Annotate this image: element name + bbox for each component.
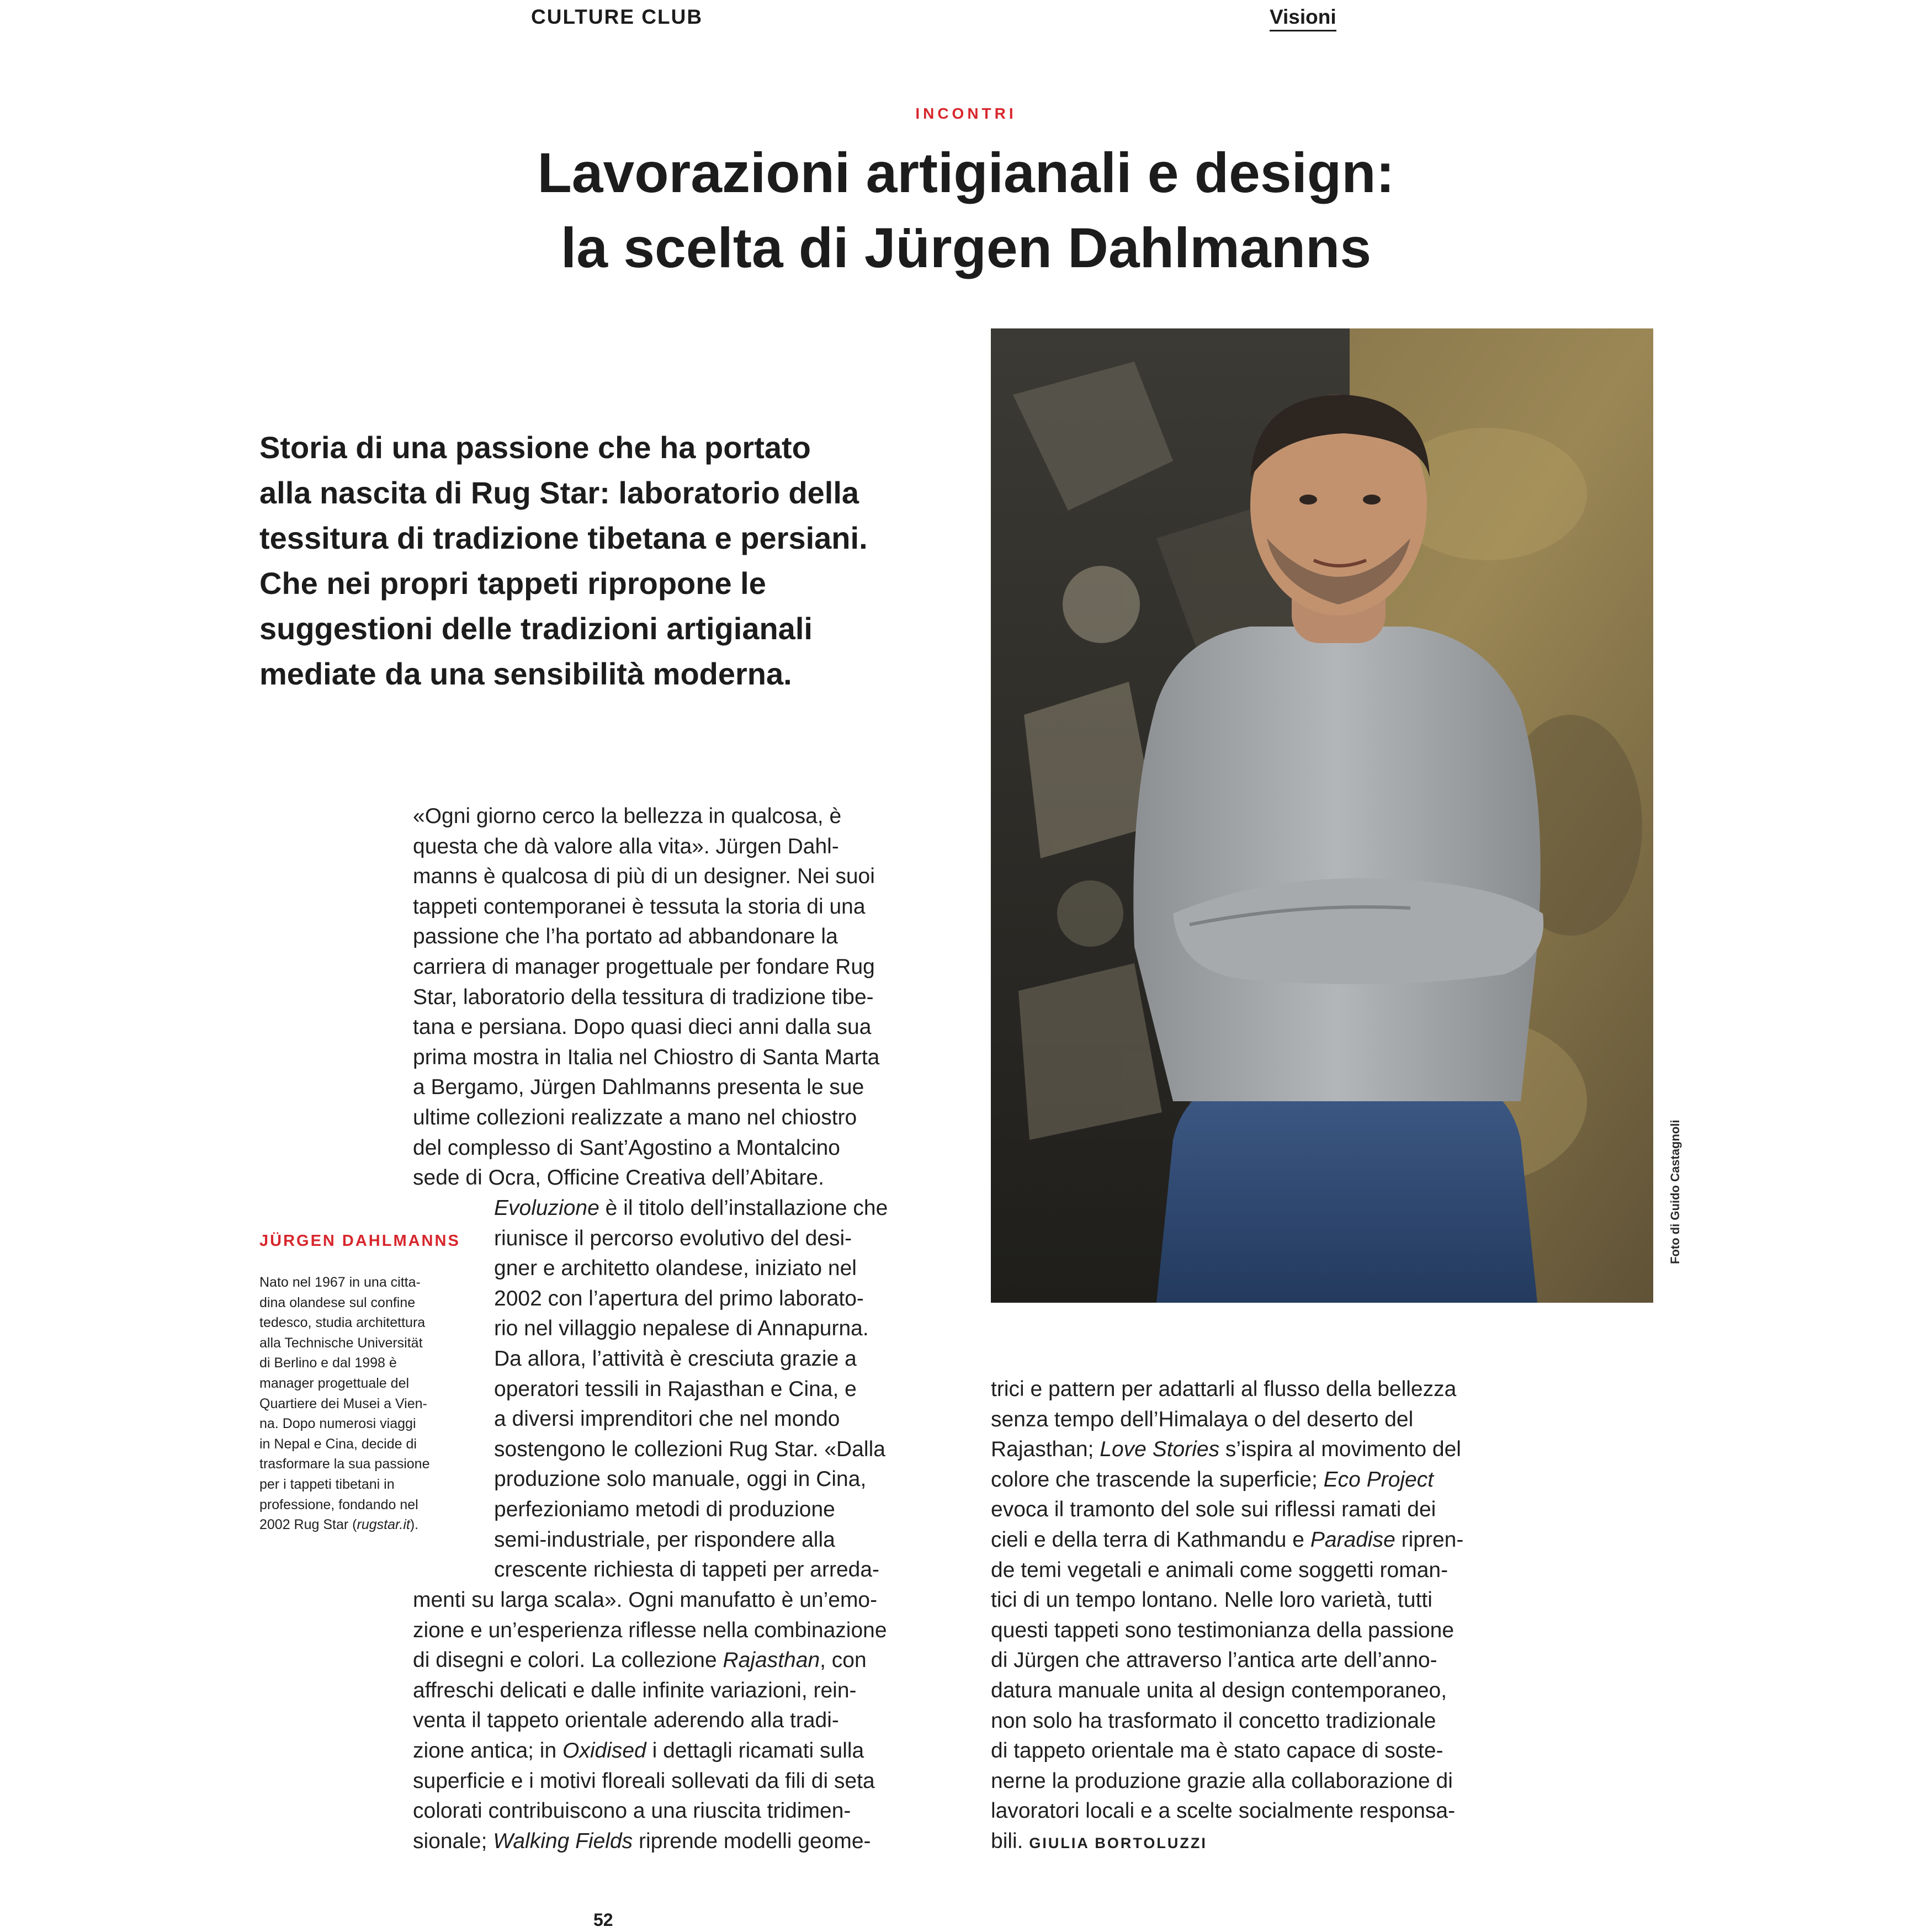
sidebar-name: JÜRGEN DAHLMANNS xyxy=(259,1232,460,1250)
body-line: di disegni e colori. La collezione Rajasthan, con xyxy=(413,1648,867,1673)
body-line: del complesso di Sant’Agostino a Montalcino xyxy=(413,1135,840,1160)
bio-line: tedesco, studia architettura xyxy=(259,1315,426,1331)
body-line: a diversi imprenditori che nel mondo xyxy=(494,1407,840,1431)
collection-name: Oxidised xyxy=(562,1738,646,1763)
body-line: riunisce il percorso evolutivo del desi- xyxy=(494,1226,852,1250)
title-line: Lavorazioni artigianali e design: xyxy=(537,141,1395,204)
sidebar-bio xyxy=(259,1272,429,1535)
bio-line: 2002 Rug Star (rugstar.it). xyxy=(259,1517,419,1533)
body-line: operatori tessili in Rajasthan e Cina, e xyxy=(494,1377,857,1401)
body-line: tici di un tempo lontano. Nelle loro varietà, tutti xyxy=(991,1588,1432,1612)
bio-line: professione, fondando nel xyxy=(259,1496,418,1512)
body-line: tana e persiana. Dopo quasi dieci anni dalla sua xyxy=(413,1015,872,1039)
portrait-photo xyxy=(991,328,1653,1303)
photo-credit xyxy=(1667,1119,1684,1452)
body-line: venta il tappeto orientale aderendo alla tradi- xyxy=(413,1708,839,1733)
website-link[interactable]: rugstar.it xyxy=(357,1517,410,1533)
body-text-col2 xyxy=(991,1374,1463,1859)
body-line: questi tappeti sono testimonianza della passione xyxy=(991,1618,1455,1642)
body-line: sionale; Walking Fields riprende modelli geome- xyxy=(413,1829,871,1853)
body-line: prima mostra in Italia nel Chiostro di Santa Marta xyxy=(413,1045,880,1069)
body-line: manns è qualcosa di più di un designer. Nei suoi xyxy=(413,864,875,889)
bio-line: na. Dopo numerosi viaggi xyxy=(259,1416,416,1432)
collection-name: Rajasthan xyxy=(723,1648,820,1673)
body-line: affreschi delicati e dalle infinite variazioni, rein- xyxy=(413,1678,857,1702)
body-line: perfezioniamo metodi di produzione xyxy=(494,1497,835,1521)
bio-line: Nato nel 1967 in una citta- xyxy=(259,1275,421,1290)
category-link[interactable]: Visioni xyxy=(1270,6,1336,31)
body-line: datura manuale unita al design contemporaneo, xyxy=(991,1678,1447,1702)
body-line: bili. GIULIA BORTOLUZZI xyxy=(991,1829,1207,1853)
body-line: nerne la produzione grazie alla collaborazione di xyxy=(991,1769,1453,1793)
section-label: CULTURE CLUB xyxy=(531,6,703,28)
article-title xyxy=(359,135,1573,285)
bio-line: per i tappeti tibetani in xyxy=(259,1476,395,1492)
bio-line: alla Technische Universität xyxy=(259,1335,423,1351)
body-line: lavoratori locali e a scelte socialmente responsa- xyxy=(991,1799,1456,1823)
collection-name: Eco Project xyxy=(1323,1467,1434,1492)
standfirst-line: Che nei propri tappeti ripropone le xyxy=(259,566,766,601)
body-line: questa che dà valore alla vita». Jürgen Dahl- xyxy=(413,834,839,858)
standfirst-line: tessitura di tradizione tibetana e persiani. xyxy=(259,521,868,555)
body-line: gner e architetto olandese, iniziato nel xyxy=(494,1256,857,1281)
body-line: crescente richiesta di tappeti per arreda- xyxy=(494,1558,880,1582)
standfirst-line: alla nascita di Rug Star: laboratorio della xyxy=(259,475,859,510)
bio-line: di Berlino e dal 1998 è xyxy=(259,1355,397,1371)
body-text-col1a xyxy=(413,802,879,1193)
body-line: superficie e i motivi floreali sollevati da fili di seta xyxy=(413,1769,875,1793)
body-line: rio nel villaggio nepalese di Annapurna. xyxy=(494,1317,869,1341)
page-number: 52 xyxy=(593,1910,613,1930)
body-line: 2002 con l’apertura del primo laborato- xyxy=(494,1286,864,1310)
body-line: evoca il tramonto del sole sui riflessi ramati dei xyxy=(991,1498,1436,1522)
body-line: Da allora, l’attività è cresciuta grazie a xyxy=(494,1346,857,1371)
body-line: «Ogni giorno cerco la bellezza in qualcosa, è xyxy=(413,804,842,828)
body-line: carriera di manager progettuale per fondare Rug xyxy=(413,954,875,979)
body-line: cieli e della terra di Kathmandu e Paradise ripren- xyxy=(991,1527,1464,1552)
body-line: trici e pattern per adattarli al flusso della bellezza xyxy=(991,1377,1457,1401)
body-line: colorati contribuiscono a una riuscita tridimen- xyxy=(413,1799,851,1823)
body-line: sede di Ocra, Officine Creativa dell’Abitare. xyxy=(413,1166,824,1190)
bio-line: manager progettuale del xyxy=(259,1375,410,1391)
body-line: produzione solo manuale, oggi in Cina, xyxy=(494,1467,867,1492)
title-line: la scelta di Jürgen Dahlmanns xyxy=(560,216,1372,279)
portrait-illustration xyxy=(991,328,1653,1303)
collection-name: Paradise xyxy=(1310,1527,1395,1552)
bio-line: Quartiere dei Musei a Vien- xyxy=(259,1395,427,1411)
body-line: ultime collezioni realizzate a mano nel chiostro xyxy=(413,1105,857,1129)
body-line: di tappeto orientale ma è stato capace di soste- xyxy=(991,1739,1443,1763)
body-text-col1b xyxy=(494,1193,888,1585)
body-line: colore che trascende la superficie; Eco Project xyxy=(991,1467,1434,1492)
body-text-col1c xyxy=(413,1585,887,1856)
body-line: senza tempo dell’Himalaya o del deserto del xyxy=(991,1407,1414,1431)
body-line: passione che l’ha portato ad abbandonare la xyxy=(413,925,838,949)
standfirst-line: mediate da una sensibilità moderna. xyxy=(259,656,792,691)
author-byline: GIULIA BORTOLUZZI xyxy=(1029,1834,1207,1851)
collection-name: Walking Fields xyxy=(493,1829,633,1853)
body-line: Star, laboratorio della tessitura di tradizione tibe- xyxy=(413,985,874,1009)
body-line: zione e un’esperienza riflesse nella combinazione xyxy=(413,1618,887,1642)
body-line: semi-industriale, per rispondere alla xyxy=(494,1527,835,1552)
standfirst-line: suggestioni delle tradizioni artigianali xyxy=(259,611,813,646)
body-line: Rajasthan; Love Stories s’ispira al movimento del xyxy=(991,1437,1461,1462)
body-line: menti su larga scala». Ogni manufatto è un’emo- xyxy=(413,1588,878,1612)
body-line: de temi vegetali e animali come soggetti roman- xyxy=(991,1558,1448,1582)
body-line: sostengono le collezioni Rug Star. «Dalla xyxy=(494,1437,885,1461)
bio-line: in Nepal e Cina, decide di xyxy=(259,1436,417,1452)
standfirst-line: Storia di una passione che ha portato xyxy=(259,430,811,465)
bio-line: trasformare la sua passione xyxy=(259,1456,430,1472)
photo-credit-text: Foto di Guido Castagnoli xyxy=(1668,1119,1682,1264)
kicker: INCONTRI xyxy=(915,105,1017,122)
body-line: zione antica; in Oxidised i dettagli ricamati sulla xyxy=(413,1738,864,1763)
collection-name: Love Stories xyxy=(1100,1437,1220,1462)
body-line: Evoluzione è il titolo dell’installazione che xyxy=(494,1196,888,1220)
body-line: non solo ha trasformato il concetto tradizionale xyxy=(991,1708,1436,1733)
body-line: tappeti contemporanei è tessuta la storia di una xyxy=(413,894,866,919)
standfirst xyxy=(259,425,972,697)
body-line: a Bergamo, Jürgen Dahlmanns presenta le sue xyxy=(413,1075,864,1100)
body-line: di Jürgen che attraverso l’antica arte dell’anno- xyxy=(991,1648,1437,1673)
bio-line: dina olandese sul confine xyxy=(259,1294,416,1310)
collection-name: Evoluzione xyxy=(494,1196,599,1220)
